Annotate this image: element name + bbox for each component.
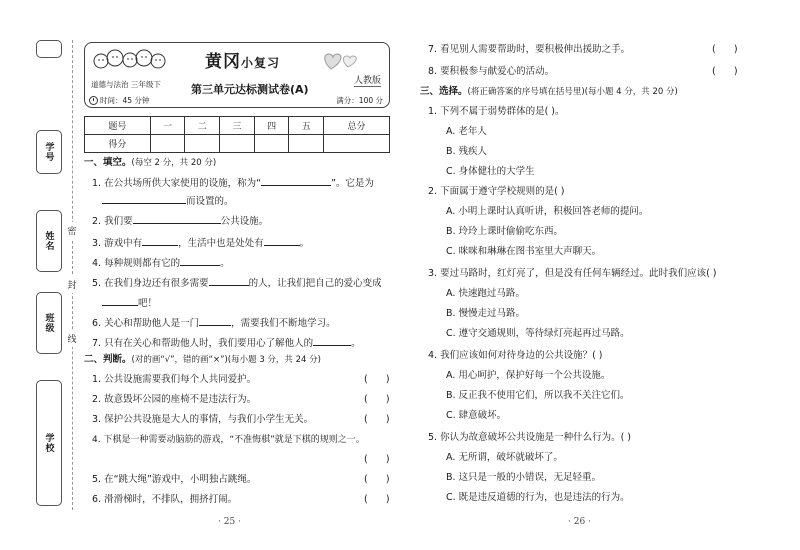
time-limit: 时间：45 分钟 xyxy=(89,95,149,106)
fill-question-1-cont: 而设置的。 xyxy=(102,194,234,209)
score-header-cell: 总分 xyxy=(324,117,390,135)
seal-word-3: 线 xyxy=(66,330,78,347)
answer-blank[interactable] xyxy=(261,176,331,186)
score-header-cell: 题号 xyxy=(85,117,151,135)
choice-option: B. 反正我不使用它们，所以我不关注它们。 xyxy=(446,390,630,401)
school-box: 学校 xyxy=(36,380,62,506)
choice-option: C. 遵守交通规则，等待绿灯亮起再过马路。 xyxy=(446,328,630,339)
exam-banner xyxy=(84,42,390,108)
score-cell[interactable] xyxy=(324,135,390,153)
name-box: 姓名 xyxy=(36,210,62,272)
score-header-cell: 二 xyxy=(185,117,220,135)
score-header-cell: 一 xyxy=(150,117,185,135)
score-cell[interactable] xyxy=(220,135,255,153)
choice-option: A. 小明上课时认真听讲，积极回答老师的提问。 xyxy=(446,206,649,217)
logo: 黄冈小复习 xyxy=(205,52,281,72)
choice-option: A. 老年人 xyxy=(446,126,487,137)
choice-option: B. 残疾人 xyxy=(446,146,488,157)
answer-blank[interactable] xyxy=(133,214,221,224)
class-box: 班级 xyxy=(36,292,62,354)
section-2-heading: 二、判断。(对的画“√”，错的画“×”)(每小题 3 分，共 24 分) xyxy=(84,354,321,365)
edition-label: 人教版 xyxy=(354,73,381,87)
seal-line xyxy=(72,40,73,510)
subject-grade: 道德与法治 三年级下 xyxy=(91,80,161,89)
score-header-cell: 四 xyxy=(254,117,289,135)
seal-word-2: 封 xyxy=(66,276,78,293)
hearts-decoration xyxy=(321,49,361,71)
children-illustration xyxy=(91,47,171,77)
answer-parentheses[interactable]: ( ) xyxy=(712,44,738,55)
fill-question-2: 2. 我们要 公共设施。 xyxy=(92,216,269,227)
choice-question-1: 1. 下列不属于弱势群体的是( )。 xyxy=(428,106,565,117)
choice-option: C. 既是违反道德的行为，也是违法的行为。 xyxy=(446,492,630,503)
choice-option: A. 无所谓，破坏就破坏了。 xyxy=(446,452,563,463)
answer-parentheses[interactable]: ( ) xyxy=(712,66,738,77)
score-cell[interactable] xyxy=(254,135,289,153)
score-cell[interactable] xyxy=(150,135,185,153)
choice-option: C. 咪咪和琳琳在图书室里大声聊天。 xyxy=(446,246,602,257)
choice-option: C. 肆意破坏。 xyxy=(446,410,507,421)
answer-blank[interactable] xyxy=(142,236,178,246)
judge-question-3: 3. 保护公共设施是大人的事情，与我们小学生无关。 xyxy=(92,414,314,425)
answer-blank[interactable] xyxy=(102,296,138,306)
score-table-row xyxy=(85,135,390,153)
judge-question-1: 1. 公共设施需要我们每个人共同爱护。 xyxy=(92,374,257,385)
judge-question-2: 2. 故意毁坏公园的座椅不是违法行为。 xyxy=(92,394,257,405)
score-header-cell: 三 xyxy=(220,117,255,135)
answer-blank[interactable] xyxy=(199,316,231,326)
answer-blank[interactable] xyxy=(209,276,249,286)
seal-word-1: 密 xyxy=(66,222,78,239)
choice-option: B. 玲玲上课时偷偷吃东西。 xyxy=(446,226,564,237)
fill-question-5-cont: 吧！ xyxy=(102,296,157,311)
judge-question-4: 4. 下棋是一种需要动脑筋的游戏，“不准悔棋”就是下棋的规则之一。 xyxy=(92,435,365,445)
fill-question-1: 1. 在公共场所供大家使用的设施，称为“ ”。它是为 xyxy=(92,178,374,189)
score-row-label: 得分 xyxy=(85,135,151,153)
judge-question-5: 5. 在“跳大绳”游戏中，小明独占跳绳。 xyxy=(92,474,257,485)
score-header-cell: 五 xyxy=(289,117,324,135)
score-table-header xyxy=(85,117,390,135)
choice-question-5: 5. 你认为故意破坏公共设施是一种什么行为。( ) xyxy=(428,432,632,443)
student-number-box: 学号 xyxy=(36,130,62,174)
choice-question-4: 4. 我们应该如何对待身边的公共设施？( ) xyxy=(428,350,603,361)
fill-question-4: 4. 每种规则都有它的 。 xyxy=(92,258,230,269)
answer-blank[interactable] xyxy=(180,256,220,266)
strip-cap-top xyxy=(36,40,62,58)
answer-blank[interactable] xyxy=(264,236,300,246)
section-3-heading: 三、选择。(将正确答案的序号填在括号里)(每小题 4 分，共 20 分) xyxy=(420,86,678,97)
choice-option: C. 身体健壮的大学生 xyxy=(446,166,535,177)
exam-title: 第三单元达标测试卷(A) xyxy=(191,83,309,96)
answer-parentheses[interactable]: ( ) xyxy=(364,474,390,485)
choice-question-3: 3. 要过马路时，红灯亮了，但是没有任何车辆经过。此时我们应该( ) xyxy=(428,268,717,279)
fill-question-3: 3. 游戏中有 ，生活中也是处处有 。 xyxy=(92,238,310,249)
answer-blank[interactable] xyxy=(102,194,186,204)
judge-question-7: 7. 看见别人需要帮助时，要积极伸出援助之手。 xyxy=(428,44,631,55)
fill-question-6: 6. 关心和帮助他人是一门 ，需要我们不断地学习。 xyxy=(92,318,336,329)
answer-parentheses[interactable]: ( ) xyxy=(364,414,390,425)
score-table xyxy=(84,116,390,153)
page-number-right: · 26 · xyxy=(568,517,591,527)
answer-parentheses[interactable]: ( ) xyxy=(364,494,390,505)
judge-question-8: 8. 要积极参与献爱心的活动。 xyxy=(428,66,555,77)
binding-strip xyxy=(36,40,62,510)
score-cell[interactable] xyxy=(185,135,220,153)
clock-icon xyxy=(89,96,98,105)
score-cell[interactable] xyxy=(289,135,324,153)
choice-option: A. 快速跑过马路。 xyxy=(446,288,525,299)
section-1-heading: 一、填空。(每空 2 分，共 20 分) xyxy=(84,157,217,168)
answer-parentheses[interactable]: ( ) xyxy=(364,454,390,465)
full-score: 满分：100 分 xyxy=(336,96,383,105)
fill-question-7: 7. 只有在关心和帮助他人时，我们要用心了解他人的 。 xyxy=(92,338,361,349)
choice-option: B. 这只是一般的小错误，无足轻重。 xyxy=(446,472,602,483)
choice-question-2: 2. 下面属于遵守学校规则的是( ) xyxy=(428,186,565,197)
fill-question-5: 5. 在我们身边还有很多需要 的人，让我们把自己的爱心变成 xyxy=(92,278,382,289)
page-number-left: · 25 · xyxy=(218,517,241,527)
judge-question-6: 6. 滑滑梯时，不排队，拥挤打闹。 xyxy=(92,494,238,505)
choice-option: A. 用心呵护，保护好每一个公共设施。 xyxy=(446,370,611,381)
answer-parentheses[interactable]: ( ) xyxy=(364,374,390,385)
answer-blank[interactable] xyxy=(313,336,351,346)
choice-option: B. 慢慢走过马路。 xyxy=(446,308,526,319)
answer-parentheses[interactable]: ( ) xyxy=(364,394,390,405)
